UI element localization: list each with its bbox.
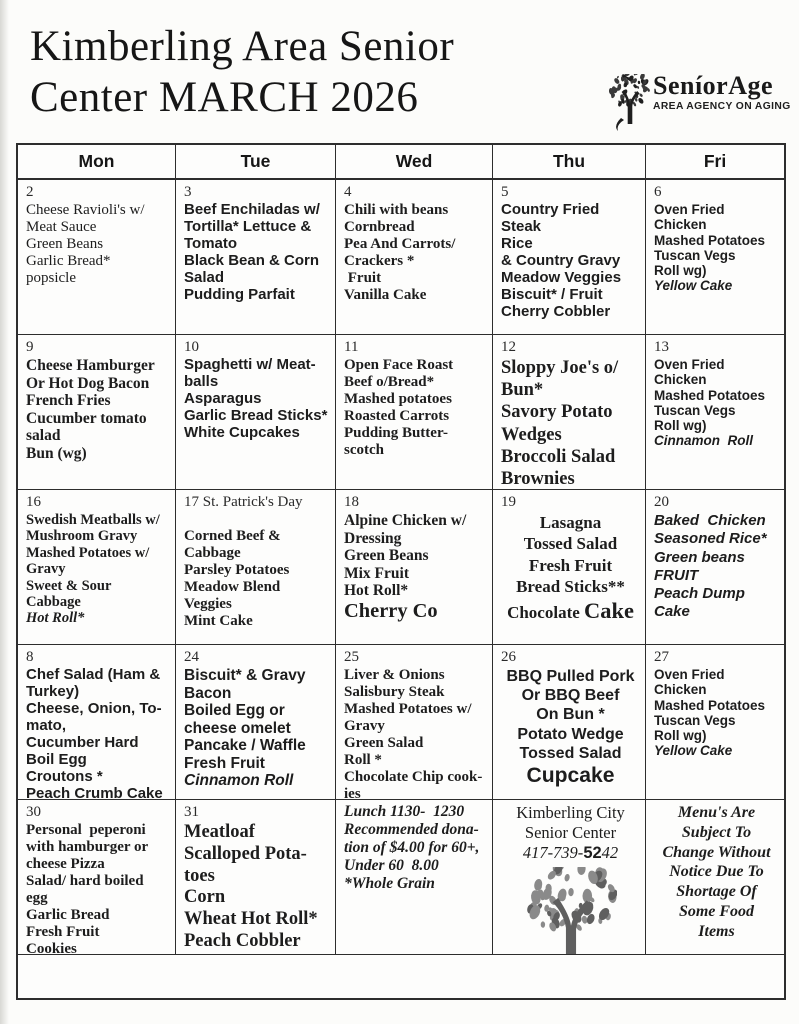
menu-line: BBQ Pulled Pork: [506, 668, 635, 685]
menu-line: Vanilla Cake: [344, 286, 427, 303]
calendar-cell-day-11: [336, 335, 493, 489]
menu-line: Mashed Potatoes: [654, 232, 766, 248]
menu-line: Crackers *: [344, 252, 415, 269]
menu-line: Cake: [654, 603, 690, 621]
menu-line: Fresh Fruit: [184, 754, 265, 772]
menu-line: Roll *: [344, 751, 382, 768]
weekday-header-wed: Wed: [336, 145, 493, 178]
menu-line: Bacon: [184, 684, 232, 702]
menu-line: Gravy: [26, 561, 66, 578]
calendar-info-cell: [646, 800, 784, 954]
menu-line: Cinnamon Roll: [654, 433, 753, 449]
menu-line: Oven Fried Chicken: [654, 357, 729, 388]
tree-icon: [609, 74, 651, 137]
calendar-cell-day-6: [646, 180, 784, 334]
menu-line: Turkey): [26, 682, 80, 700]
day-number: 19: [501, 494, 516, 510]
menu-line: Beef Enchiladas w/: [184, 201, 320, 218]
menu-line: Salisbury Steak: [344, 683, 445, 700]
menu-line: Green beans: [654, 548, 745, 566]
day-number-row: [344, 338, 487, 356]
menu-line: Tortilla* Lettuce &: [184, 217, 312, 235]
menu-line: Open Face Roast: [344, 357, 454, 373]
menu-line: Green Beans: [26, 235, 104, 252]
calendar-cell-day-10: [176, 335, 336, 489]
menu-line: Alpine Chicken w/: [344, 512, 467, 529]
day-number-row: [184, 648, 330, 666]
menu-line: Kimberling City: [516, 803, 625, 822]
menu-line: salad: [26, 427, 61, 444]
menu-line: Gravy: [344, 717, 385, 734]
menu-line: Change Without: [662, 843, 771, 861]
calendar-week-row: [18, 800, 784, 955]
menu-line: scotch: [344, 441, 384, 458]
day-number-row: [26, 493, 170, 511]
menu-line: Cheese Ravioli's w/: [26, 202, 145, 218]
menu-line: 417-739-5242: [522, 842, 619, 862]
day-number: 18: [344, 494, 359, 510]
weekday-header-thu: Thu: [493, 145, 646, 178]
weekday-header-row: [18, 145, 784, 180]
menu-line: Yellow Cake: [654, 278, 733, 294]
menu-line: Senior Center: [524, 822, 617, 842]
calendar-cell-day-18: [336, 490, 493, 644]
menu-line: Meadow Veggies: [501, 268, 622, 286]
calendar-cell-day-2: [18, 180, 176, 334]
menu-line: Black Bean & Corn: [184, 251, 320, 269]
menu-line: Swedish Meatballs w/: [26, 512, 160, 528]
menu-line: Mashed Potatoes: [654, 387, 766, 403]
menu-line: & Country Gravy: [501, 251, 621, 269]
brand-name: SeníorAge: [653, 71, 774, 100]
calendar-cell-day-9: [18, 335, 176, 489]
menu-line: Baked Chicken: [654, 512, 766, 529]
day-number: 30: [26, 804, 41, 820]
menu-line: Brownies: [501, 468, 575, 489]
calendar-cell-day-20: [646, 490, 784, 644]
calendar-cell-day-12: [493, 335, 646, 489]
menu-line: Fruit: [344, 269, 382, 286]
menu-line: Mushroom Gravy: [26, 528, 138, 545]
menu-line: Garlic Bread Sticks*: [184, 406, 328, 424]
menu-line: Boiled Egg or: [184, 702, 285, 719]
calendar-cell-day-3: [176, 180, 336, 334]
menu-calendar: [16, 143, 786, 1000]
day-number-row: [501, 493, 640, 511]
menu-line: Cheese, Onion, To-: [26, 699, 162, 717]
menu-line: Cherry Cobbler: [501, 302, 611, 320]
title-line-1: Kimberling Area Senior: [30, 23, 455, 70]
calendar-cell-day-27: [646, 645, 784, 799]
calendar-week-row: [18, 180, 784, 335]
menu-line: Salad/ hard boiled: [26, 872, 144, 889]
menu-line: Mashed potatoes: [344, 390, 452, 407]
menu-line: Green Salad: [344, 734, 424, 751]
menu-line: Country Fried: [501, 201, 600, 218]
weekday-header-mon: Mon: [18, 145, 176, 178]
menu-line: Oven Fried Chicken: [654, 202, 729, 233]
day-number-row: [501, 338, 640, 356]
day-number: 12: [501, 339, 516, 355]
menu-line: Cherry Co: [344, 599, 438, 622]
day-number: 26: [501, 649, 516, 665]
menu-line: Boil Egg: [26, 750, 87, 768]
brand-tagline: AREA AGENCY ON AGING: [653, 101, 791, 113]
menu-line: Bun (wg): [26, 444, 87, 462]
menu-line: Cabbage: [184, 545, 241, 562]
menu-line: Broccoli Salad: [501, 446, 616, 467]
day-number: 11: [344, 339, 359, 355]
menu-line: cheese Pizza: [26, 855, 105, 872]
menu-line: Wheat Hot Roll*: [184, 909, 318, 930]
menu-line: Garlic Bread*: [26, 252, 111, 269]
scan-edge-shading: [0, 0, 9, 1024]
menu-line: Garlic Bread: [26, 906, 110, 923]
day-number-row: [654, 338, 779, 356]
day-number: 10: [184, 339, 199, 355]
menu-line: Savory Potato: [501, 402, 613, 423]
empty-footer-row: [18, 955, 784, 998]
menu-line: ies: [344, 785, 361, 799]
day-number: 27: [654, 649, 669, 665]
menu-line: Personal peperoni: [26, 822, 146, 838]
menu-line: Or BBQ Beef: [521, 687, 620, 705]
menu-line: Meat Sauce: [26, 218, 97, 235]
calendar-cell-day-17: [176, 490, 336, 644]
calendar-cell-day-19: [493, 490, 646, 644]
menu-line: Fresh Fruit: [528, 555, 613, 575]
menu-line: Pea And Carrots/: [344, 235, 456, 252]
calendar-cell-day-16: [18, 490, 176, 644]
calendar-cell-day-31: [176, 800, 336, 954]
day-number-row: [26, 183, 170, 201]
day-number: 4: [344, 184, 352, 200]
menu-line: Some Food: [678, 903, 755, 921]
day-number-row: [344, 183, 487, 201]
menu-line: Steak: [501, 217, 542, 235]
menu-line: Seasoned Rice*: [654, 530, 767, 548]
menu-line: Fresh Fruit: [26, 923, 100, 940]
menu-line: Roll wg): [654, 263, 707, 278]
menu-line: Peach Dump: [654, 585, 745, 603]
calendar-info-cell: [336, 800, 493, 954]
menu-line: Biscuit* / Fruit: [501, 285, 603, 303]
menu-line: Subject To: [681, 823, 752, 841]
weekday-header-fri: Fri: [703, 151, 727, 171]
day-number-row: [26, 648, 170, 666]
senior-age-logo: [609, 72, 791, 137]
menu-line: Menu's Are: [677, 804, 756, 821]
menu-line: egg: [26, 889, 48, 906]
day-number: 20: [654, 494, 669, 510]
calendar-week-row: [18, 645, 784, 800]
day-number-row: [184, 338, 330, 356]
calendar-cell-day-5: [493, 180, 646, 334]
menu-line: Roll wg): [654, 728, 707, 743]
day-number-row: [501, 648, 640, 666]
day-number-row: [184, 183, 330, 201]
menu-line: On Bun *: [536, 706, 605, 724]
calendar-cell-day-8: [18, 645, 176, 799]
day-number: 16: [26, 494, 41, 510]
day-number: 13: [654, 339, 669, 355]
menu-line: Notice Due To: [669, 863, 764, 881]
calendar-week-row: [18, 335, 784, 490]
menu-line: Cinnamon Roll: [184, 772, 294, 789]
menu-line: *Whole Grain: [344, 874, 435, 892]
menu-line: Tuscan Vegs: [654, 402, 736, 418]
day-number-row: [26, 338, 170, 356]
menu-line: Roll wg): [654, 418, 707, 433]
menu-line: Tuscan Vegs: [654, 247, 736, 263]
menu-line: Cucumber tomato: [26, 409, 147, 427]
menu-line: Cornbread: [344, 218, 415, 235]
menu-line: Wedges: [501, 424, 562, 445]
menu-line: Or Hot Dog Bacon: [26, 374, 150, 392]
menu-line: Meadow Blend: [184, 579, 281, 595]
day-number: 5: [501, 184, 509, 200]
menu-line: Cupcake: [526, 763, 615, 787]
menu-line: Cheese Hamburger: [26, 357, 155, 374]
day-number: 9: [26, 339, 34, 355]
menu-line: cheese omelet: [184, 719, 291, 737]
menu-line: toes: [184, 865, 215, 886]
menu-line: [184, 512, 330, 528]
menu-line: Veggies: [184, 595, 232, 612]
menu-line: Corn: [184, 887, 226, 908]
menu-line: Bun*: [501, 380, 544, 401]
menu-line: Green Beans: [344, 547, 429, 564]
menu-line: Sweet & Sour: [26, 577, 112, 594]
menu-line: Recommended dona-: [344, 820, 479, 838]
menu-line: Lasagna: [539, 513, 602, 532]
menu-line: Tossed Salad: [519, 744, 622, 762]
menu-line: Dressing: [344, 529, 402, 547]
day-number-row: [654, 493, 779, 511]
title-line-2: Center MARCH 2026: [30, 73, 419, 121]
menu-line: Rice: [501, 234, 533, 252]
senior-center-tree-logo: [501, 867, 640, 954]
day-number: 8: [26, 649, 34, 665]
menu-line: Tuscan Vegs: [654, 712, 736, 728]
menu-line: Biscuit* & Gravy: [184, 667, 306, 684]
menu-line: balls: [184, 372, 219, 390]
menu-line: Asparagus: [184, 389, 262, 407]
menu-line: mato,: [26, 716, 67, 734]
menu-line: Shortage Of: [676, 883, 757, 901]
menu-line: Scalloped Pota-: [184, 843, 307, 864]
day-number: 25: [344, 649, 359, 665]
menu-line: Mint Cake: [184, 612, 253, 629]
menu-line: Chili with beans: [344, 202, 449, 218]
menu-line: with hamburger or: [26, 838, 149, 855]
menu-line: tion of $4.00 for 60+,: [344, 838, 480, 856]
menu-line: Tossed Salad: [523, 534, 618, 554]
menu-line: Oven Fried Chicken: [654, 667, 729, 698]
day-number-row: [344, 493, 487, 511]
menu-line: Spaghetti w/ Meat-: [184, 356, 316, 373]
day-number-row: [501, 183, 640, 201]
menu-line: Meatloaf: [184, 822, 255, 842]
menu-line: Mashed Potatoes w/: [26, 544, 150, 561]
day-number-row: [184, 493, 330, 511]
calendar-week-row: [18, 490, 784, 645]
menu-line: Peach Cobbler: [184, 931, 301, 952]
day-label: St. Patrick's Day: [199, 494, 303, 510]
menu-line: Croutons *: [26, 767, 103, 785]
page-title: [30, 22, 454, 123]
menu-line: Cookies: [26, 940, 77, 954]
day-number: 24: [184, 649, 199, 665]
menu-line: Items: [698, 922, 735, 940]
menu-line: Yellow Cake: [654, 743, 733, 759]
menu-line: Beef o/Bread*: [344, 373, 435, 390]
menu-line: Under 60 8.00: [344, 856, 439, 874]
menu-line: Pancake / Waffle: [184, 737, 306, 754]
menu-line: Peach Crumb Cake: [26, 784, 163, 799]
menu-line: Corned Beef &: [184, 528, 281, 545]
day-number: 6: [654, 184, 662, 200]
menu-line: Mix Fruit: [344, 564, 409, 582]
menu-line: popsicle: [26, 269, 76, 286]
menu-line: Chocolate Chip cook-: [344, 768, 483, 785]
menu-line: Cabbage: [26, 593, 81, 610]
menu-line: Salad: [184, 268, 225, 286]
menu-line: Pudding Parfait: [184, 285, 295, 303]
menu-line: FRUIT: [654, 566, 699, 584]
calendar-cell-day-25: [336, 645, 493, 799]
menu-line: Hot Roll*: [26, 610, 85, 627]
menu-line: Liver & Onions: [344, 667, 445, 683]
menu-line: Pudding Butter-: [344, 424, 449, 441]
menu-line: Chocolate Cake: [507, 598, 634, 623]
menu-line: Chef Salad (Ham &: [26, 666, 161, 683]
menu-line: French Fries: [26, 392, 111, 409]
calendar-info-cell: [493, 800, 646, 954]
calendar-cell-day-30: [18, 800, 176, 954]
day-number-row: [654, 183, 779, 201]
calendar-body: [18, 180, 784, 955]
menu-line: Mashed Potatoes w/: [344, 700, 472, 717]
menu-line: Tomato: [184, 234, 238, 252]
menu-line: Roasted Carrots: [344, 407, 450, 424]
day-number-row: [344, 648, 487, 666]
day-number-row: [184, 803, 330, 821]
day-number: 17: [184, 494, 199, 510]
day-number: 3: [184, 184, 192, 200]
day-number-row: [654, 648, 779, 666]
calendar-cell-day-13: [646, 335, 784, 489]
menu-line: Sloppy Joe's o/: [501, 358, 619, 378]
day-number: 2: [26, 184, 34, 200]
day-number-row: [26, 803, 170, 821]
menu-line: Parsley Potatoes: [184, 562, 290, 579]
menu-line: Mashed Potatoes: [654, 697, 766, 713]
menu-line: Hot Roll*: [344, 582, 409, 599]
menu-line: Bread Sticks**: [516, 576, 625, 596]
calendar-cell-day-24: [176, 645, 336, 799]
calendar-cell-day-4: [336, 180, 493, 334]
menu-line: Lunch 1130- 1230: [344, 803, 465, 820]
calendar-cell-day-26: [493, 645, 646, 799]
weekday-header-tue: Tue: [176, 145, 336, 178]
menu-line: Potato Wedge: [517, 725, 624, 743]
menu-line: White Cupcakes: [184, 423, 300, 441]
menu-line: Cucumber Hard: [26, 733, 139, 751]
day-number: 31: [184, 804, 199, 820]
